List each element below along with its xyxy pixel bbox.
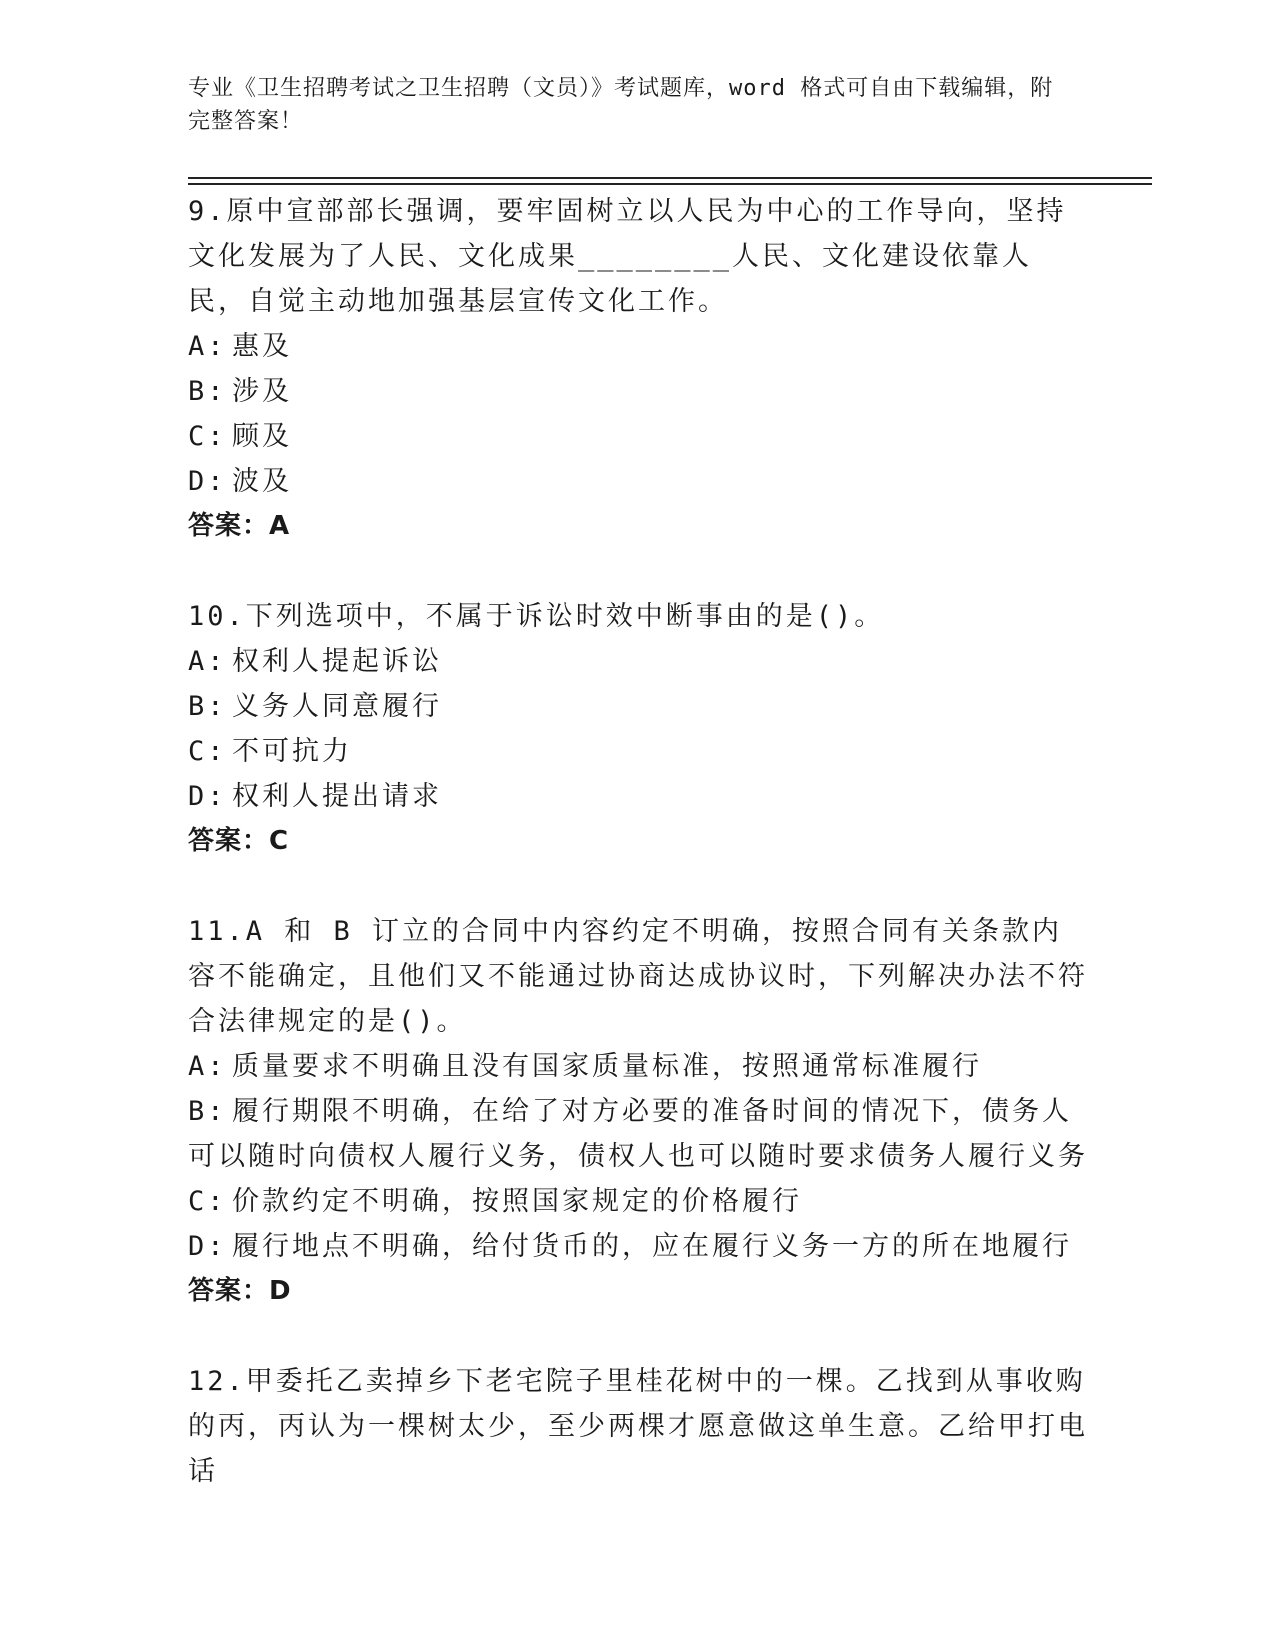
option-key: B: xyxy=(188,1096,227,1127)
header-divider-bottom xyxy=(188,183,1152,185)
document-header xyxy=(188,72,1068,138)
option-a xyxy=(188,324,1088,369)
header-text: 专业《卫生招聘考试之卫生招聘（文员）》考试题库，word 格式可自由下载编辑，附完整答案！ xyxy=(188,76,1054,134)
option-key: D: xyxy=(188,466,227,497)
option-b xyxy=(188,369,1088,414)
question-11 xyxy=(188,909,1088,1313)
option-d xyxy=(188,774,1088,819)
option-c xyxy=(188,1179,1088,1224)
answer-line: 答案：A xyxy=(188,511,291,541)
option-b xyxy=(188,1089,1088,1179)
option-text: 顾及 xyxy=(232,421,292,452)
option-key: B: xyxy=(188,376,227,407)
question-10 xyxy=(188,594,1088,863)
option-text: 权利人提起诉讼 xyxy=(232,646,442,677)
option-a xyxy=(188,1044,1088,1089)
option-key: D: xyxy=(188,781,227,812)
option-text: 质量要求不明确且没有国家质量标准，按照通常标准履行 xyxy=(232,1051,982,1082)
question-list xyxy=(188,189,1088,1540)
option-c xyxy=(188,414,1088,459)
question-9 xyxy=(188,189,1088,548)
question-text: 10.下列选项中，不属于诉讼时效中断事由的是()。 xyxy=(188,601,885,632)
question-text: 9.原中宣部部长强调，要牢固树立以人民为中心的工作导向，坚持文化发展为了人民、文化成果________人民、文化建设依靠人民，自觉主动地加强基层宣传文化工作。 xyxy=(188,196,1067,317)
header-divider-top xyxy=(188,177,1152,179)
option-key: A: xyxy=(188,1051,227,1082)
option-key: C: xyxy=(188,736,227,767)
option-c xyxy=(188,729,1088,774)
option-text: 惠及 xyxy=(232,331,292,362)
option-text: 涉及 xyxy=(232,376,292,407)
option-key: C: xyxy=(188,421,227,452)
option-text: 义务人同意履行 xyxy=(232,691,442,722)
option-key: A: xyxy=(188,646,227,677)
option-text: 波及 xyxy=(232,466,292,497)
option-b xyxy=(188,684,1088,729)
answer-line: 答案：D xyxy=(188,1276,292,1306)
question-text: 12.甲委托乙卖掉乡下老宅院子里桂花树中的一棵。乙找到从事收购的丙，丙认为一棵树太少，至少两棵才愿意做这单生意。乙给甲打电话 xyxy=(188,1366,1088,1487)
option-key: A: xyxy=(188,331,227,362)
answer-line: 答案：C xyxy=(188,826,290,856)
question-12 xyxy=(188,1359,1088,1494)
question-text: 11.A 和 B 订立的合同中内容约定不明确，按照合同有关条款内容不能确定，且他们又不能通过协商达成协议时，下列解决办法不符合法律规定的是()。 xyxy=(188,916,1088,1037)
option-d xyxy=(188,459,1088,504)
option-d xyxy=(188,1224,1088,1269)
option-text: 履行期限不明确，在给了对方必要的准备时间的情况下，债务人可以随时向债权人履行义务，债权人也可以随时要求债务人履行义务 xyxy=(188,1096,1088,1172)
option-key: C: xyxy=(188,1186,227,1217)
option-text: 履行地点不明确，给付货币的，应在履行义务一方的所在地履行 xyxy=(232,1231,1072,1262)
option-text: 价款约定不明确，按照国家规定的价格履行 xyxy=(232,1186,802,1217)
option-key: D: xyxy=(188,1231,227,1262)
option-text: 权利人提出请求 xyxy=(232,781,442,812)
option-text: 不可抗力 xyxy=(232,736,352,767)
option-key: B: xyxy=(188,691,227,722)
option-a xyxy=(188,639,1088,684)
